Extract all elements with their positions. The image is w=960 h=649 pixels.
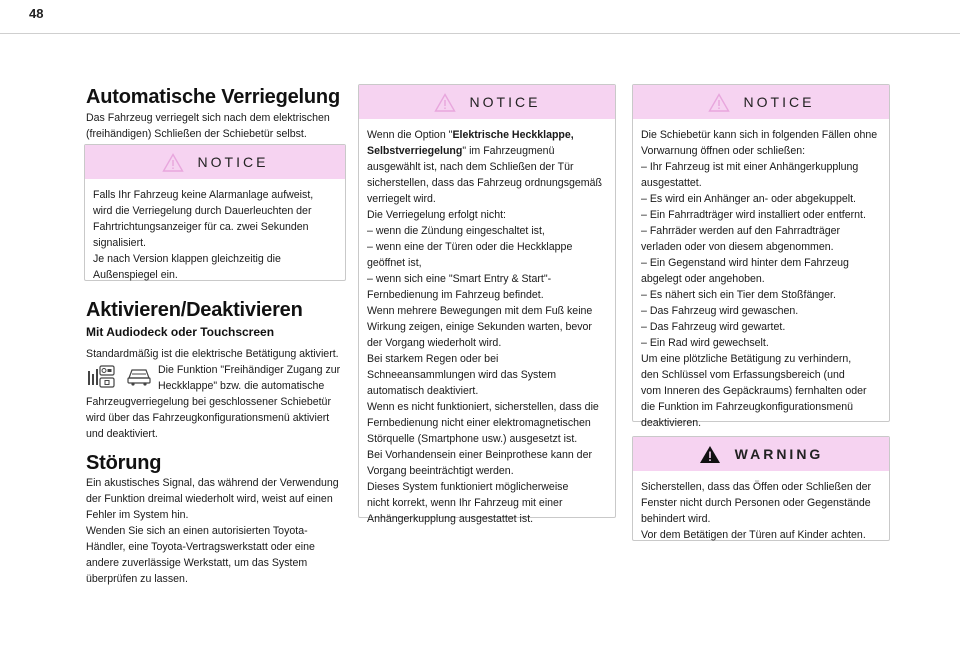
warning-label: WARNING	[734, 446, 824, 462]
notice-box-3	[632, 84, 890, 429]
warning-text: Sicherstellen, dass das Öffen oder Schließen der Fenster nicht durch Personen oder Gegenstände behindert wird. Vor dem Betätigen der Türen auf Kinder achten.	[641, 481, 872, 541]
warning-triangle-outline-icon	[434, 93, 456, 112]
notice-text-pre: Wenn die Option "	[367, 129, 453, 141]
header-divider	[0, 33, 960, 34]
warning-triangle-outline-icon	[162, 153, 184, 172]
page-number: 48	[29, 6, 44, 21]
fault-text: Ein akustisches Signal, das während der Verwendung der Funktion dreimal wiederholt wird, weist auf einen Fehler im System hin. Wenden Sie sich an einen autorisierten Toyota- Händler, eine Toyota-Vertragswerkstatt oder eine andere zuverlässige Werkstatt, um das System überprüfen zu lassen.	[86, 477, 339, 585]
notice-option-name: Elektrische Heckklappe, Selbstverriegelung	[367, 129, 574, 157]
notice-text-post: " im Fahrzeugmenü ausgewählt ist, nach dem Schließen der Tür sicherstellen, dass das Fahrzeug ordnungsgemäß verriegelt wird. Die Verriegelung erfolgt nicht: – wenn die Zündung eingeschaltet ist, – wenn eine der Türen oder die Heckklappe geöffnet ist, – wenn sich eine "Smart Entry & Start"- Fernbedienung im Fahrzeug befindet. Wenn mehrere Bewegungen mit dem Fuß keine Wirkung zeigen, einige Sekunden warten, bevor der Vorgang wiederholt wird. Bei starkem Regen oder bei Schneeansammlungen wird das System automatisch deaktiviert. Wenn es nicht funktioniert, sicherstellen, dass die Fernbedienung nicht einer elektromagnetischen Störquelle (Smartphone usw.) ausgesetzt ist. Bei Vorhandensein einer Beinprothese kann der Vorgang beeinträchtigt werden. Dieses System funktioniert möglicherweise nicht korrekt, wenn Ihr Fahrzeug mit einer Anhängerkupplung ausgestattet ist.	[367, 145, 602, 525]
warning-box	[632, 436, 890, 541]
car-menu-icon	[126, 365, 152, 387]
notice-header	[633, 85, 889, 119]
section-title-fault: Störung	[86, 452, 162, 474]
section-title-activate: Aktivieren/Deaktivieren	[86, 299, 303, 321]
notice-header	[359, 85, 615, 119]
activate-default-text: Standardmäßig ist die elektrische Betätigung aktiviert.	[86, 348, 339, 360]
warning-triangle-filled-icon	[699, 445, 721, 464]
activate-rest-text: Fahrzeugverriegelung bei geschlossener Schiebetür wird über das Fahrzeugkonfigurationsmenü aktiviert und deaktiviert.	[86, 396, 331, 440]
activate-beside-text: Die Funktion "Freihändiger Zugang zur Heckklappe" bzw. die automatische	[158, 364, 341, 392]
notice-header	[85, 145, 345, 179]
warning-triangle-outline-icon	[708, 93, 730, 112]
notice-text: Die Schiebetür kann sich in folgenden Fällen ohne Vorwarnung öffnen oder schließen: – Ihr Fahrzeug ist mit einer Anhängerkupplung ausgestattet. – Es wird ein Anhänger an- oder abgekuppelt. – Ein Fahrradträger wird installiert oder entfernt. – Fahrräder werden auf den Fahrradträger verladen oder von diesem abgenommen. – Ein Gegenstand wird hinter dem Fahrzeug abgelegt oder angehoben. – Es nähert sich ein Tier dem Stoßfänger. – Das Fahrzeug wird gewaschen. – Das Fahrzeug wird gewartet. – Ein Rad wird gewechselt. Um eine plötzliche Betätigung zu verhindern, den Schlüssel vom Erfassungsbereich (und vom Inneren des Gepäckraums) fernhalten oder die Funktion im Fahrzeugkonfigurationsmenü deaktivieren.	[641, 129, 878, 429]
section-title-automatic-locking: Automatische Verriegelung	[86, 86, 340, 108]
notice-label: NOTICE	[469, 94, 541, 110]
notice-box-2	[358, 84, 616, 525]
subtitle-audio-touchscreen: Mit Audiodeck oder Touchscreen	[86, 325, 275, 339]
notice-label: NOTICE	[197, 154, 269, 170]
notice-text	[367, 127, 607, 527]
warning-header	[633, 437, 889, 471]
activation-icons	[86, 365, 152, 389]
audio-deck-icon	[86, 365, 120, 389]
notice-box-1	[84, 144, 346, 281]
intro-text: Das Fahrzeug verriegelt sich nach dem elektrischen (freihändigen) Schließen der Schiebetür selbst.	[86, 112, 330, 140]
notice-text: Falls Ihr Fahrzeug keine Alarmanlage aufweist, wird die Verriegelung durch Dauerleuchten der Fahrtrichtungsanzeiger für ca. zwei Sekunden signalisiert. Je nach Version klappen gleichzeitig die Außenspiegel ein.	[93, 189, 314, 281]
notice-label: NOTICE	[743, 94, 815, 110]
